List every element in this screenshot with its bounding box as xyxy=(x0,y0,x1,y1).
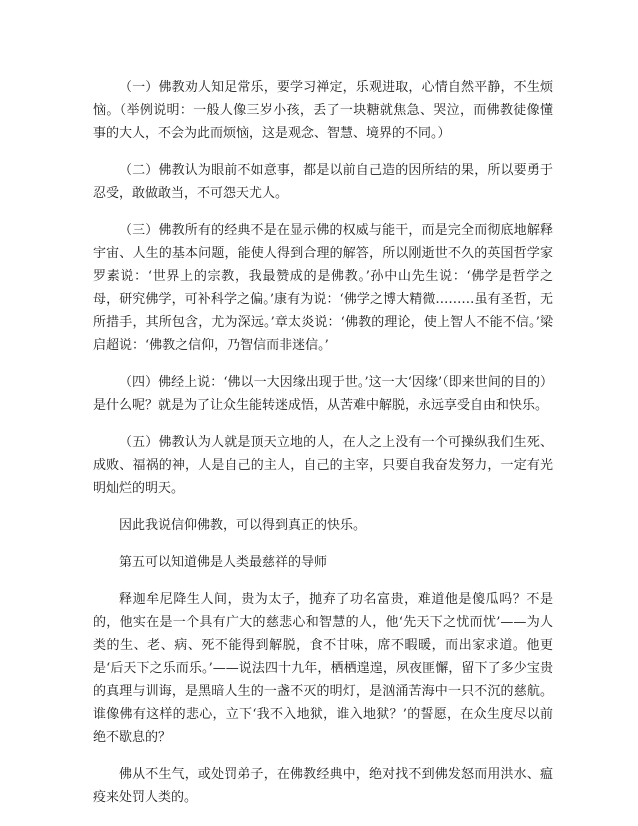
paragraph-5: （五）佛教认为人就是顶天立地的人，在人之上没有一个可操纵我们生死、成败、福祸的神，人是自己的主人，自己的主宰，只要自我奋发努力，一定有光明灿烂的明天。 xyxy=(93,435,553,496)
paragraph-4: （四）佛经上说：‘佛以一大因缘出现于世。’这一大‘因缘’（即来世间的目的）是什么呢？就是为了让众生能转迷成悟，从苦难中解脱，永远享受自由和快乐。 xyxy=(93,375,553,413)
paragraph-6: 因此我说信仰佛教，可以得到真正的快乐。 xyxy=(119,518,367,533)
paragraph-1: （一）佛教劝人知足常乐，要学习禅定，乐观进取，心情自然平静，不生烦恼。（举例说明：一般人像三岁小孩，丢了一块糖就焦急、哭泣，而佛教徒像懂事的大人，不会为此而烦恼，这是观念、智慧、境界的不同。） xyxy=(93,80,553,141)
paragraph-2: （二）佛教认为眼前不如意事，都是以前自己造的因所结的果，所以要勇于忍受，敢做敢当，不可怨天尤人。 xyxy=(93,163,553,201)
document-page xyxy=(93,76,553,823)
paragraph-8: 佛从不生气，或处罚弟子，在佛教经典中，绝对找不到佛发怒而用洪水、瘟疫来处罚人类的。 xyxy=(93,767,553,805)
section-heading: 第五可以知道佛是人类最慈祥的导师 xyxy=(119,555,328,570)
paragraph-3: （三）佛教所有的经典不是在显示佛的权威与能干，而是完全而彻底地解释宇宙、人生的基本问题，能使人得到合理的解答，所以刚逝世不久的英国哲学家罗素说：‘世界上的宗教，我最赞成的是佛教。’孙中山先生说：‘佛学是哲学之母，研究佛学，可补科学之偏。’康有为说：‘佛学之博大精微………虽有圣哲，无所措手，其所包含，尤为深远。’章太炎说：‘佛教的理论，使上智人不能不信。’梁启超说：‘佛教之信仰，乃智信而非迷信。’ xyxy=(93,223,553,353)
paragraph-7: 释迦牟尼降生人间，贵为太子，抛弃了功名富贵，难道他是傻瓜吗？不是的，他实在是一个具有广大的慈悲心和智慧的人，他‘先天下之忧而忧’——为人类的生、老、病、死不能得到解脱，食不甘味，席不暇暖，而出家求道。他更是‘后天下之乐而乐。’——说法四十九年，栖栖遑遑，夙夜匪懈，留下了多少宝贵的真理与训诲，是黑暗人生的一盏不灭的明灯，是汹涌苦海中一只不沉的慈航。谁像佛有这样的悲心，立下‘我不入地狱，谁入地狱？’的誓愿，在众生度尽以前绝不歇息的？ xyxy=(93,592,553,745)
